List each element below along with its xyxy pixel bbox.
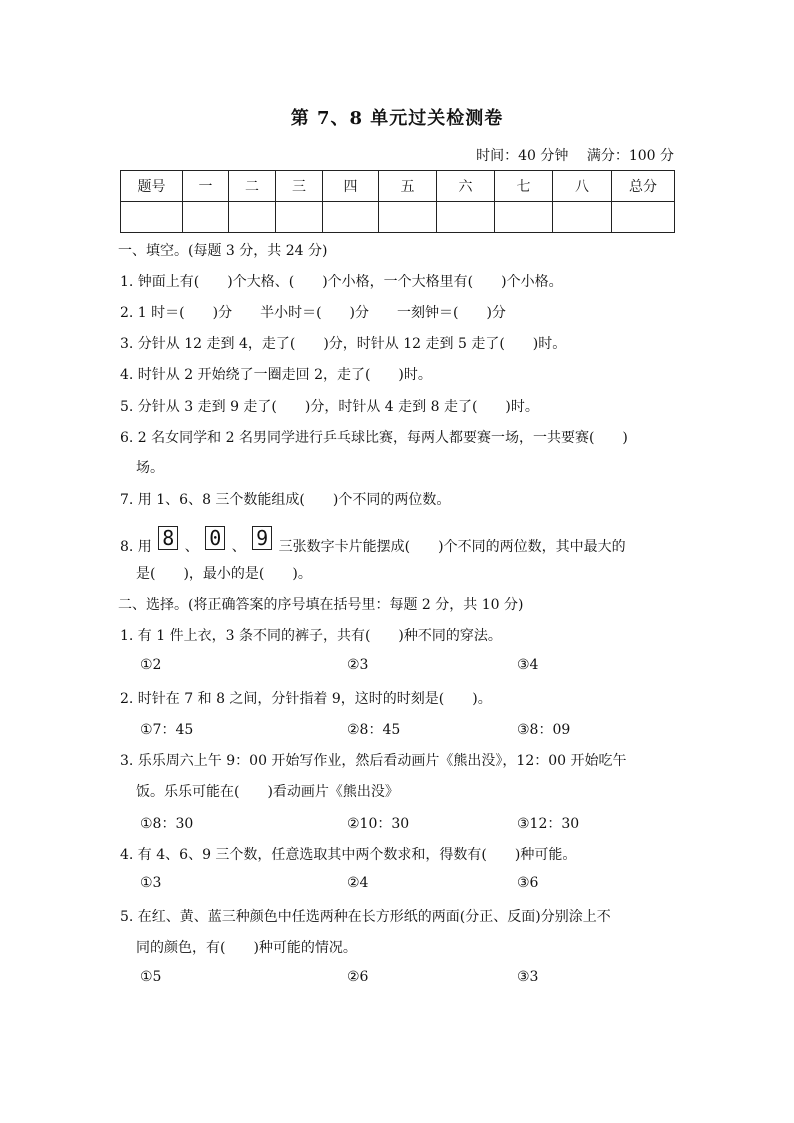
question-1-8-line1: [120, 526, 626, 556]
question-1-7: 7. 用 1、6、8 三个数能组成( )个不同的两位数。: [120, 492, 451, 508]
score-cell[interactable]: [183, 202, 229, 233]
question-1-6-line1: 6. 2 名女同学和 2 名男同学进行乒乓球比赛，每两人都要赛一场，一共要赛( ): [120, 430, 628, 446]
question-1-3: 3. 分针从 12 走到 4，走了( )分，时针从 12 走到 5 走了( )时。: [120, 336, 567, 352]
score-table-header-row: [121, 171, 675, 202]
q2-3-option-1[interactable]: ①8：30: [140, 816, 194, 832]
q2-3-option-2[interactable]: ②10：30: [347, 816, 410, 832]
header-cell: 四: [323, 171, 379, 202]
section-1-title: 一、填空。(每题 3 分，共 24 分): [118, 243, 328, 259]
score-cell[interactable]: [229, 202, 276, 233]
score-cell[interactable]: [553, 202, 612, 233]
question-2-3-line1: 3. 乐乐周六上午 9：00 开始写作业，然后看动画片《熊出没》，12：00 开始吃午: [120, 753, 627, 769]
digit-card-9: 9: [252, 526, 272, 550]
question-1-1: 1. 钟面上有( )个大格、( )个小格，一个大格里有( )个小格。: [120, 274, 563, 290]
header-cell: 题号: [121, 171, 183, 202]
q2-4-option-1[interactable]: ①3: [140, 875, 162, 891]
score-cell[interactable]: [612, 202, 675, 233]
digit-card-8: 8: [158, 526, 178, 550]
question-2-1: 1. 有 1 件上衣，3 条不同的裤子，共有( )种不同的穿法。: [120, 628, 502, 644]
score-cell[interactable]: [276, 202, 323, 233]
q2-1-option-2[interactable]: ②3: [347, 657, 369, 673]
q2-2-option-1[interactable]: ①7：45: [140, 722, 194, 738]
question-1-8-line2: 是( )，最小的是( )。: [136, 566, 312, 582]
digit-card-0: 0: [205, 526, 225, 550]
header-cell: 五: [379, 171, 437, 202]
question-2-5-line2: 同的颜色，有( )种可能的情况。: [136, 940, 357, 956]
q2-2-option-3[interactable]: ③8：09: [517, 722, 571, 738]
q2-5-option-1[interactable]: ①5: [140, 969, 162, 985]
q8-separator: 、: [231, 539, 246, 555]
section-2-title: 二、选择。(将正确答案的序号填在括号里：每题 2 分，共 10 分): [118, 597, 524, 613]
score-cell[interactable]: [495, 202, 553, 233]
header-cell: 八: [553, 171, 612, 202]
question-2-5-line1: 5. 在红、黄、蓝三种颜色中任选两种在长方形纸的两面(分正、反面)分别涂上不: [120, 909, 611, 925]
header-cell: 七: [495, 171, 553, 202]
score-cell[interactable]: [121, 202, 183, 233]
exam-title: 第 7、8 单元过关检测卷: [290, 108, 504, 129]
score-cell[interactable]: [379, 202, 437, 233]
q2-4-option-2[interactable]: ②4: [347, 875, 369, 891]
score-cell[interactable]: [437, 202, 495, 233]
q2-4-option-3[interactable]: ③6: [517, 875, 539, 891]
question-1-4: 4. 时针从 2 开始绕了一圈走回 2，走了( )时。: [120, 367, 432, 383]
question-2-4: 4. 有 4、6、9 三个数，任意选取其中两个数求和，得数有( )种可能。: [120, 847, 577, 863]
q2-5-option-3[interactable]: ③3: [517, 969, 539, 985]
q2-2-option-2[interactable]: ②8：45: [347, 722, 401, 738]
question-2-3-line2: 饭。乐乐可能在( )看动画片《熊出没》: [136, 784, 399, 800]
full-score: 满分：100 分: [586, 148, 674, 164]
q2-1-option-1[interactable]: ①2: [140, 657, 162, 673]
header-cell: 六: [437, 171, 495, 202]
question-1-5: 5. 分针从 3 走到 9 走了( )分，时针从 4 走到 8 走了( )时。: [120, 399, 539, 415]
header-cell: 一: [183, 171, 229, 202]
question-1-2: 2. 1 时＝( )分 半小时＝( )分 一刻钟＝( )分: [120, 305, 506, 321]
exam-meta: [476, 145, 674, 165]
q8-prefix: 8. 用: [120, 539, 152, 555]
score-table-score-row: [121, 202, 675, 233]
q8-separator: 、: [184, 539, 199, 555]
q2-3-option-3[interactable]: ③12：30: [517, 816, 580, 832]
score-cell[interactable]: [323, 202, 379, 233]
q2-5-option-2[interactable]: ②6: [347, 969, 369, 985]
time-limit: 时间：40 分钟: [476, 148, 569, 164]
header-cell: 总分: [612, 171, 675, 202]
question-2-2: 2. 时针在 7 和 8 之间，分针指着 9，这时的时刻是( )。: [120, 691, 492, 707]
header-cell: 二: [229, 171, 276, 202]
q2-1-option-3[interactable]: ③4: [517, 657, 539, 673]
q8-suffix: 三张数字卡片能摆成( )个不同的两位数，其中最大的: [278, 539, 626, 555]
score-table: [120, 170, 675, 233]
header-cell: 三: [276, 171, 323, 202]
question-1-6-line2: 场。: [136, 460, 164, 476]
